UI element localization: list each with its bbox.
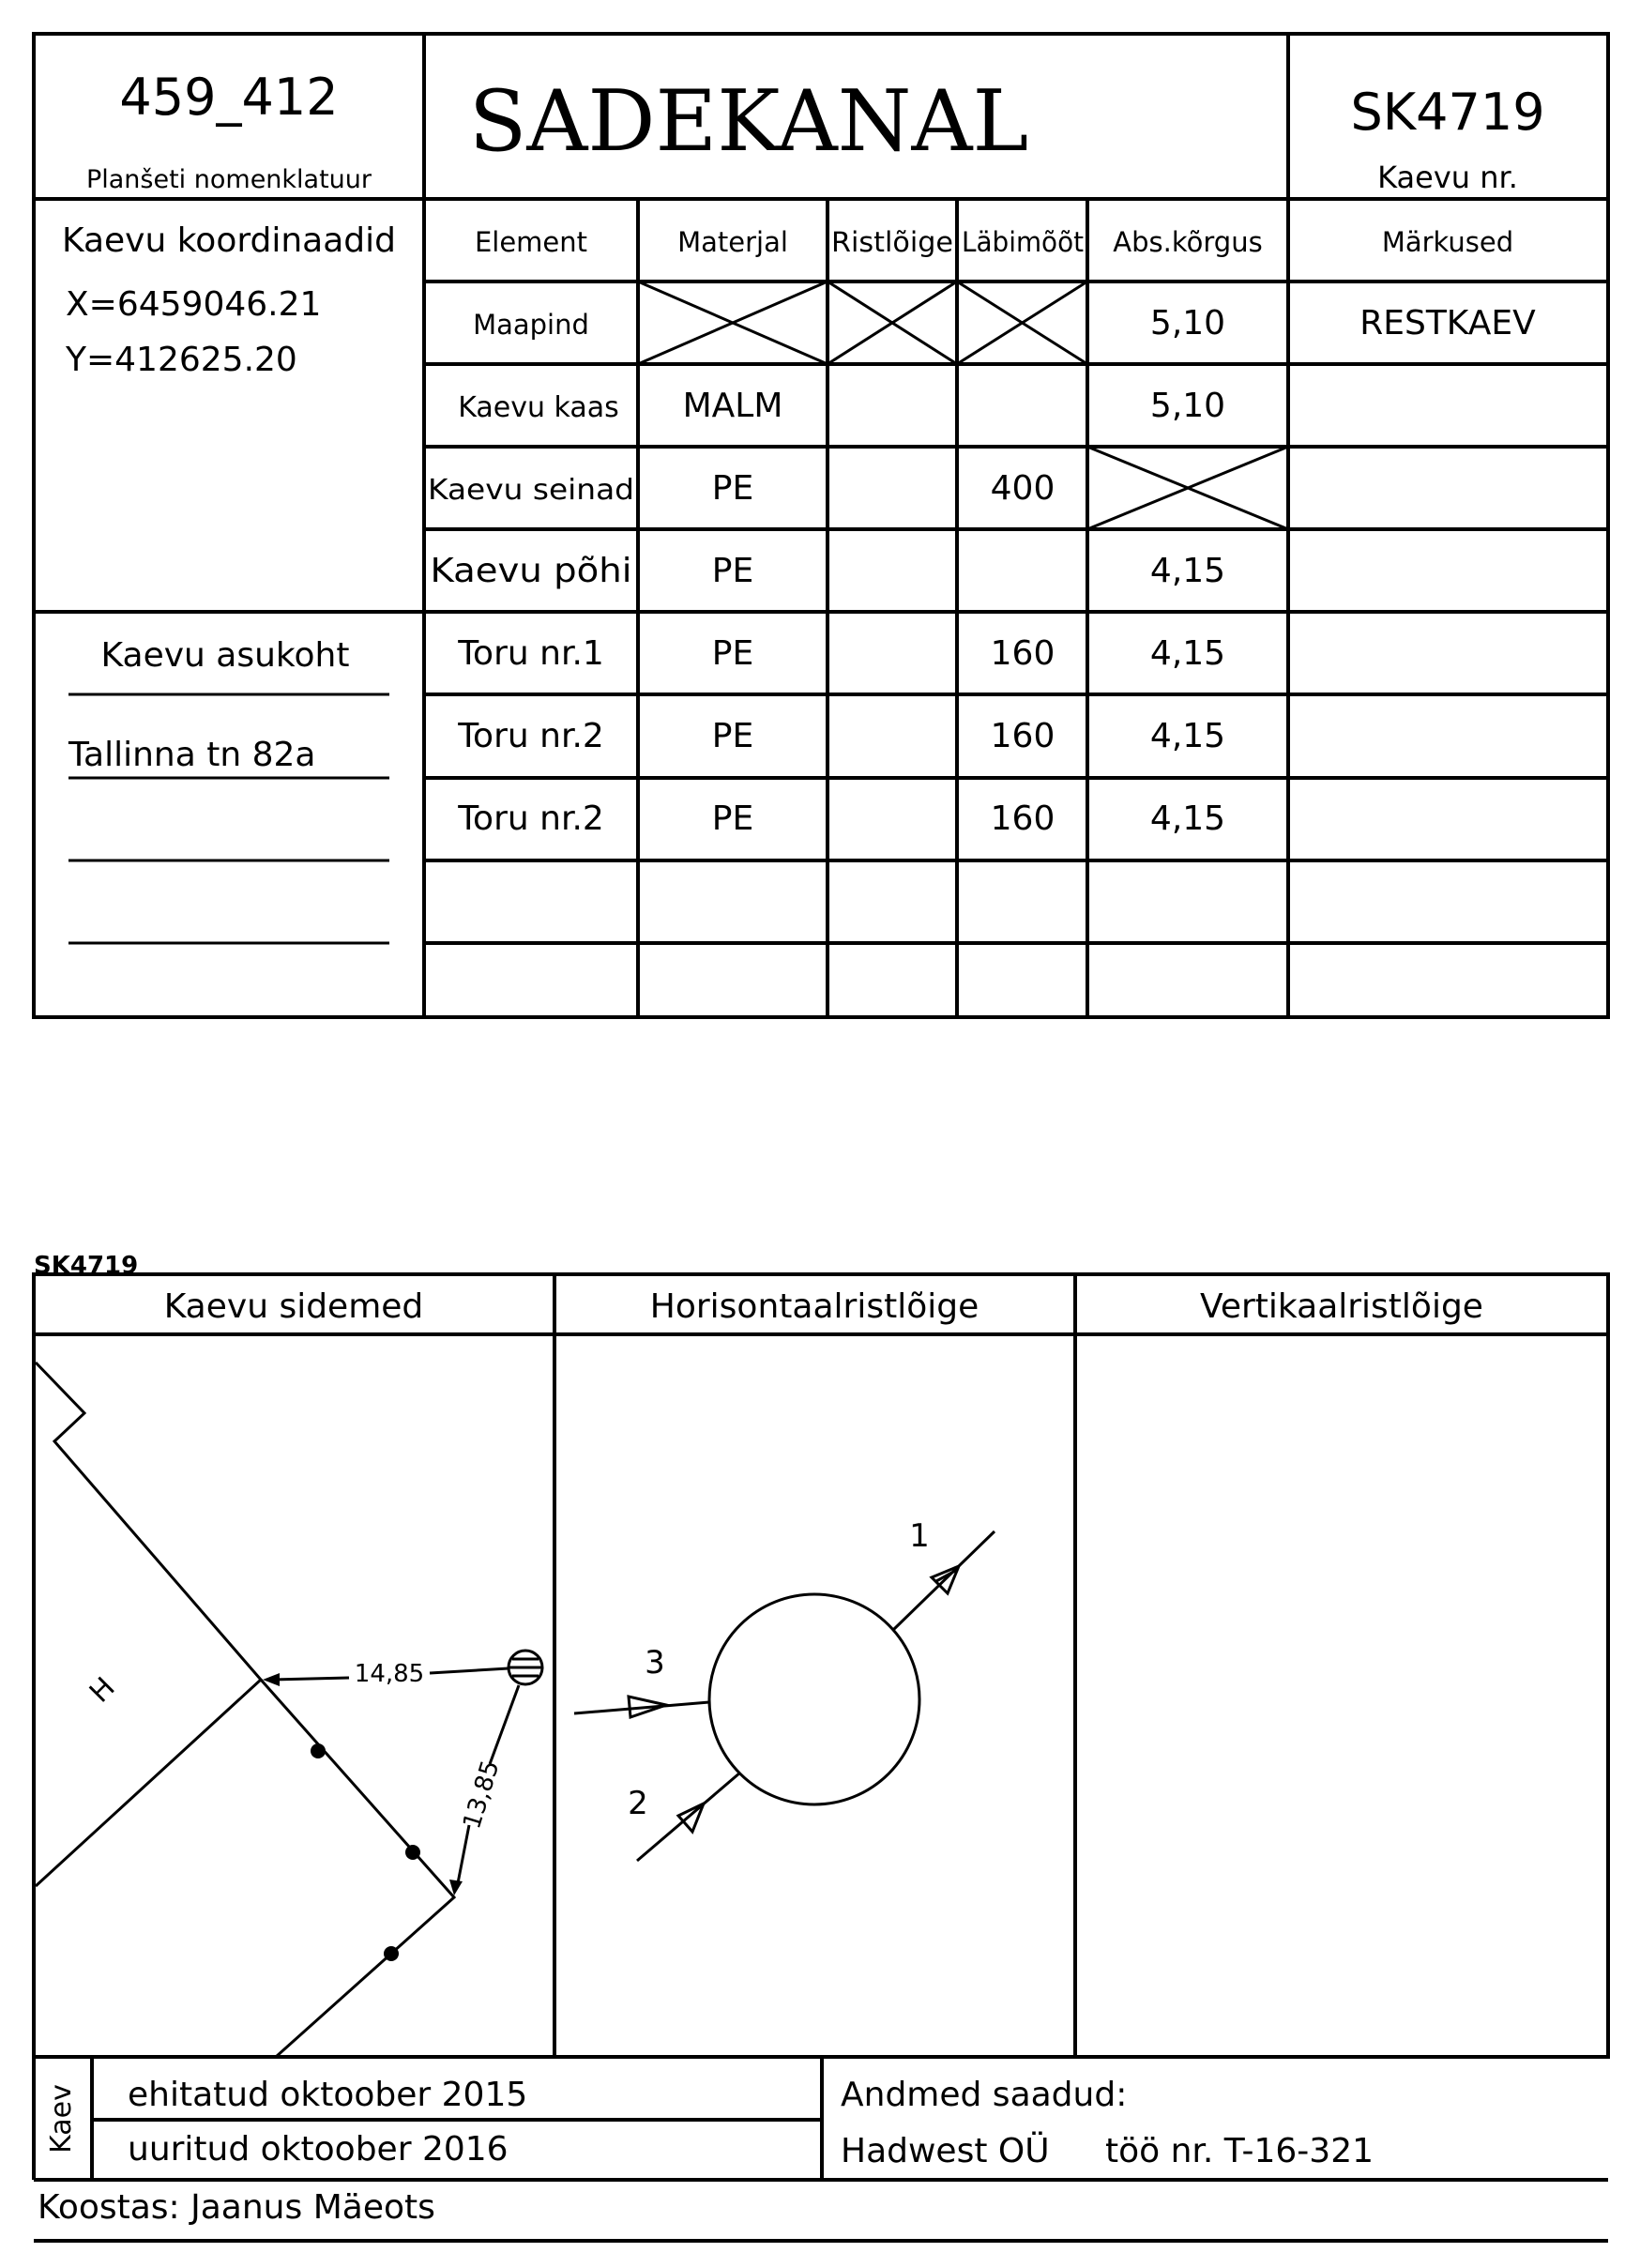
- cell-element: Kaevu kaas: [458, 391, 619, 424]
- cell-abs: 4,15: [1149, 717, 1226, 755]
- cell-element: Maapind: [473, 309, 589, 341]
- table-row: [457, 799, 1225, 838]
- crossed-cell: [1087, 447, 1288, 529]
- pipe-number: 2: [628, 1785, 648, 1822]
- panel-title-vertical: Vertikaalristlõige: [1200, 1287, 1483, 1326]
- table-row: [457, 634, 1225, 673]
- column-header: Abs.kõrgus: [1113, 226, 1263, 258]
- cell-diameter: 160: [990, 634, 1055, 673]
- column-header: Materjal: [677, 226, 788, 258]
- cell-diameter: 400: [990, 469, 1055, 508]
- well-symbol-icon: [509, 1651, 542, 1684]
- well-label: Kaevu nr.: [1377, 160, 1518, 195]
- column-header: Ristlõige: [831, 226, 953, 258]
- building-outline: [36, 1362, 261, 1886]
- cell-material: PE: [711, 552, 754, 590]
- node-dot: [384, 1946, 399, 1961]
- cell-material: PE: [711, 799, 754, 838]
- page-title: SADEKANAL: [468, 72, 1029, 171]
- node-dot: [311, 1743, 326, 1758]
- cell-element: Toru nr.1: [458, 634, 604, 673]
- cell-element: Kaevu seinad: [428, 474, 634, 507]
- pipe-3: [574, 1702, 709, 1713]
- crossed-cell: [957, 282, 1087, 364]
- table-row: [458, 387, 1225, 425]
- crossed-cell: [828, 282, 957, 364]
- well-number: SK4719: [1350, 83, 1545, 142]
- cell-abs: 4,15: [1149, 552, 1226, 590]
- cell-element: Toru nr.2: [458, 717, 604, 755]
- horizontal-section: [574, 1517, 995, 1861]
- cell-material: MALM: [682, 387, 783, 425]
- panel-title-ties: Kaevu sidemed: [163, 1287, 424, 1326]
- dimension-label: 13,85: [458, 1757, 506, 1833]
- column-header: Läbimõõt: [962, 226, 1084, 258]
- coordinates-label: Kaevu koordinaadid: [61, 221, 397, 260]
- node-dot: [405, 1845, 420, 1860]
- panel-title-horizontal: Horisontaalristlõige: [649, 1287, 979, 1326]
- cell-abs: 4,15: [1149, 799, 1226, 838]
- table-row: [473, 304, 1536, 342]
- drawing-well-label: SK4719: [34, 1252, 139, 1280]
- well-ties-sketch: [36, 1362, 542, 2057]
- well-data-table: [34, 34, 1608, 1017]
- sheet-label: Planšeti nomenklatuur: [85, 165, 372, 194]
- footer-block: [34, 2057, 1608, 2241]
- cell-material: PE: [711, 717, 754, 755]
- work-number: töö nr. T-16-321: [1105, 2132, 1374, 2170]
- cell-material: PE: [711, 634, 754, 673]
- coordinate-x: X=6459046.21: [66, 285, 322, 324]
- building-letter: H: [83, 1670, 122, 1710]
- built-date: ehitatud oktoober 2015: [128, 2076, 528, 2114]
- pipe-2: [637, 1773, 740, 1861]
- location-address: Tallinna tn 82a: [68, 736, 316, 774]
- well-circle: [709, 1594, 919, 1804]
- sewer-line: [261, 1680, 454, 2057]
- location-label: Kaevu asukoht: [100, 636, 350, 675]
- column-header: Märkused: [1381, 226, 1514, 258]
- column-header: Element: [474, 226, 588, 258]
- side-label: Kaev: [45, 2084, 78, 2154]
- surveyed-date: uuritud oktoober 2016: [128, 2130, 509, 2169]
- cell-diameter: 160: [990, 799, 1055, 838]
- sheet-number: 459_412: [119, 68, 339, 127]
- cell-abs: 5,10: [1149, 387, 1226, 425]
- author: Koostas: Jaanus Mäeots: [38, 2188, 435, 2227]
- cell-element: Kaevu põhi: [430, 552, 632, 590]
- drawing-frame: [34, 1274, 1608, 2057]
- pipe-number: 3: [645, 1644, 665, 1682]
- crossed-cell: [638, 282, 828, 364]
- cell-abs: 4,15: [1149, 634, 1226, 673]
- cell-notes: RESTKAEV: [1359, 304, 1536, 342]
- data-source-label: Andmed saadud:: [841, 2076, 1128, 2114]
- table-header: [475, 226, 1513, 258]
- table-row: [457, 717, 1225, 755]
- coordinate-y: Y=412625.20: [66, 341, 297, 379]
- cell-abs: 5,10: [1149, 304, 1226, 342]
- cell-diameter: 160: [990, 717, 1055, 755]
- table-row: [428, 469, 1055, 508]
- dimension-label: 14,85: [354, 1660, 425, 1688]
- cell-element: Toru nr.2: [458, 799, 604, 838]
- pipe-number: 1: [909, 1517, 930, 1555]
- cell-material: PE: [711, 469, 754, 508]
- company-name: Hadwest OÜ: [841, 2132, 1050, 2170]
